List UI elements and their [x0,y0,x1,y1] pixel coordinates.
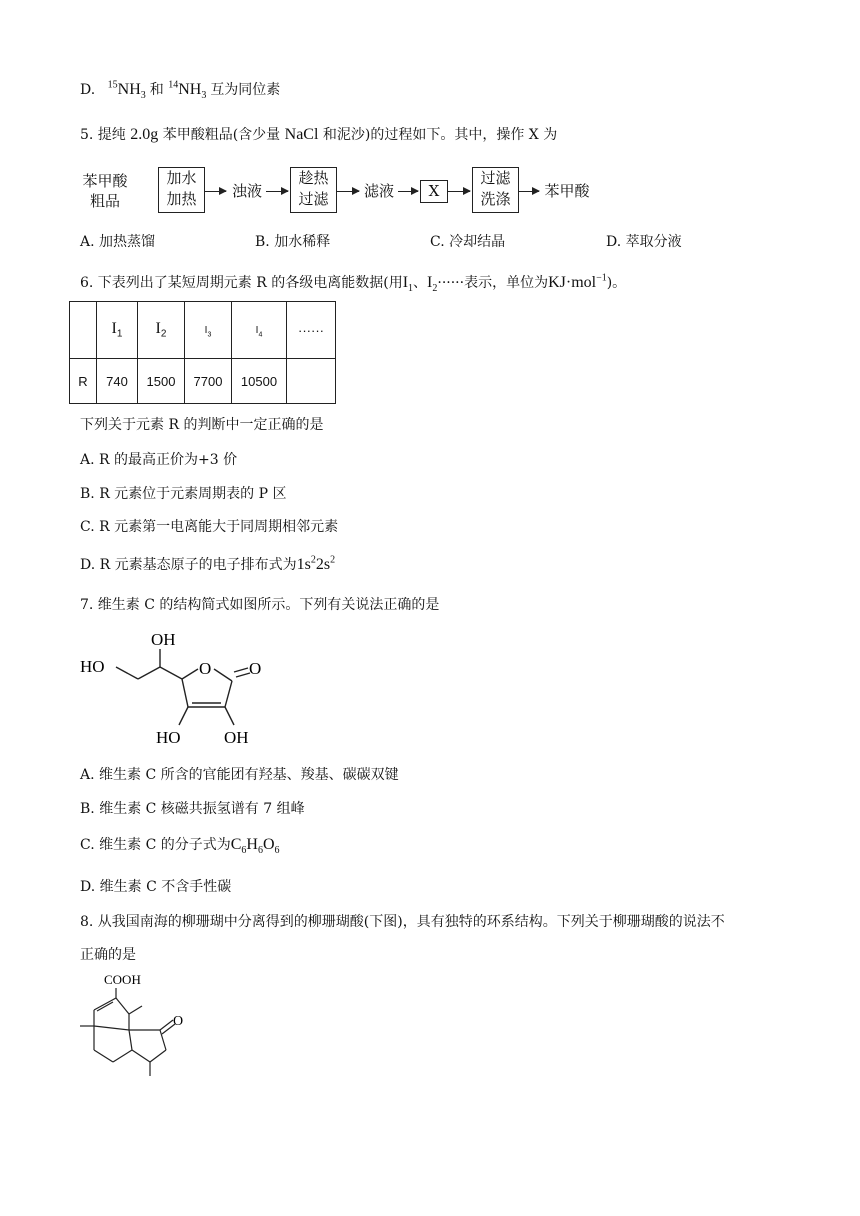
table-header-i3 [185,302,232,359]
flow-box-filter-wash-line1: 过滤 [480,169,511,187]
q7-option-a: A. 维生素 C 所含的官能团有羟基、羧基、碳碳双键 [80,767,399,783]
q7-option-c-pre: C. 维生素 C 的分子式为 [80,837,231,853]
flow-box-filter-wash [472,167,519,213]
vc-ho-left: HO [80,657,105,676]
table-cell-i4: 10500 [232,359,287,404]
table-header-i3-letter: I [204,325,208,337]
q5-stem-pre: 5. 提纯 [80,127,126,143]
q6-stem-i2 [427,274,438,295]
q4-option-d [80,79,280,101]
table-header-i2-sub: 2 [160,328,167,340]
q8-stem-line1: 8. 从我国南海的柳珊瑚中分离得到的柳珊瑚酸(下图)，具有独特的环系结构。下列关于柳珊瑚酸的说法不 [80,914,725,930]
q4-option-d-tail: 互为同位素 [210,82,281,98]
q5-stem-nacl: NaCl [284,126,319,143]
table-cell-element: R [70,359,97,404]
flow-end: 苯甲酸 [544,182,590,200]
q7-formula-c-sub: 6 [241,845,247,857]
q6-stem-sep: 、 [413,275,428,291]
q6-config-1s: 1s [296,556,311,573]
q7-formula-o: O [262,836,275,853]
flow-box-heat [158,167,205,213]
table-header-i1-letter: I [111,320,117,338]
q6-question: 下列关于元素 R 的判断中一定正确的是 [80,417,324,433]
q6-option-d [80,554,335,574]
vitamin-c-structure [76,625,276,750]
q7-molecular-formula [230,836,280,857]
q6-stem-i1-letter: I [402,274,409,291]
ga-ketone-o: O [173,1014,184,1029]
flow-start [76,171,134,211]
q6-stem-i2-letter: I [427,274,433,291]
q4-isotope-15: 15 [107,79,118,91]
q7-formula-c: C [230,836,242,853]
q6-option-d-pre: D. R 元素基态原子的电子排布式为 [80,557,297,573]
flow-box-filter-hot-line1: 趁热 [298,169,329,187]
q4-option-d-formula2 [168,79,210,102]
q6-stem-pre: 6. 下表列出了某短周期元素 R 的各级电离能数据(用 [80,275,403,291]
flow-box-heat-line2: 加热 [166,190,197,208]
table-row-r [70,359,336,404]
flow-start-line2: 粗品 [89,192,120,210]
vc-o-carbonyl: O [249,659,262,678]
q4-nh3-a: NH [117,81,141,98]
table-header-row [70,302,336,359]
q6-stem [80,272,626,294]
q6-stem-unit [548,274,607,291]
flow-box-filter-hot [290,167,337,213]
table-cell-i2: 1500 [138,359,185,404]
q6-config-2s-exp: 2 [330,554,336,566]
q5-stem-mid: 苯甲酸粗品(含少量 [162,127,281,143]
q6-stem-unit-exp: −1 [596,272,607,284]
q7-option-b: B. 维生素 C 核磁共振氢谱有 7 组峰 [80,801,305,817]
ga-cooh: COOH [104,972,141,987]
q6-stem-unit-text: KJ·mol [548,274,597,291]
q6-option-b: B. R 元素位于元素周期表的 P 区 [80,486,287,502]
q5-stem-post: 和泥沙)的过程如下。其中，操作 X 为 [322,127,558,143]
q6-stem-mid: 表示，单位为 [464,275,549,291]
q7-formula-h: H [246,836,258,853]
flow-box-heat-line1: 加水 [166,169,197,187]
q6-config-1s-exp: 2 [310,554,316,566]
table-header-i3-sub: 3 [207,331,212,339]
flow-arrow-4 [398,191,418,192]
vc-o-ring: O [199,659,212,678]
flow-start-line1: 苯甲酸 [82,172,128,190]
flow-box-x-label: X [428,182,440,200]
q7-stem: 7. 维生素 C 的结构简式如图所示。下列有关说法正确的是 [80,597,440,613]
table-header-i2 [138,302,185,359]
q5-option-c: C. 冷却结晶 [430,234,506,250]
flow-arrow-5 [448,191,470,192]
vc-oh-bottom: OH [224,728,249,747]
q7-option-c [80,834,280,856]
q6-option-d-config [297,556,335,573]
q4-isotope-14: 14 [168,79,179,91]
table-header-empty [70,302,97,359]
q4-option-d-formula [107,79,150,102]
q4-option-d-label: D. [80,82,96,98]
flow-arrow-1 [205,191,226,192]
q8-stem-line2: 正确的是 [80,947,136,963]
flow-mid-filtrate: 滤液 [363,182,394,200]
q7-option-d: D. 维生素 C 不含手性碳 [80,879,232,895]
q6-stem-end: )。 [606,275,627,291]
q6-stem-i1 [402,274,414,295]
table-header-i4 [232,302,287,359]
q6-stem-i2-sub: 2 [432,283,438,295]
table-cell-more [287,359,336,404]
q4-nh3-b: NH [178,81,202,98]
table-cell-i1: 740 [97,359,138,404]
q6-stem-dots: ······ [437,275,465,291]
q6-config-2s: 2s [315,556,331,573]
q6-option-c: C. R 元素第一电离能大于同周期相邻元素 [80,519,339,535]
flow-arrow-2 [266,191,288,192]
table-header-i2-letter: I [155,320,161,338]
table-cell-i3: 7700 [185,359,232,404]
q5-stem-mass: 2.0g [130,126,159,143]
flow-arrow-3 [337,191,359,192]
ionization-energy-table [69,301,336,404]
flow-box-filter-wash-line2: 洗涤 [480,190,511,208]
q4-sub-3b: 3 [201,90,207,102]
q6-stem-i1-sub: 1 [408,283,414,295]
q6-option-a: A. R 的最高正价为+3 价 [80,452,238,468]
q5-option-d: D. 萃取分液 [606,234,682,250]
q5-stem [80,124,557,144]
table-header-i4-letter: I [255,325,259,337]
q4-sub-3a: 3 [140,90,146,102]
q5-option-a: A. 加热蒸馏 [80,234,156,250]
gorgonian-acid-structure [76,968,206,1083]
flow-box-filter-hot-line2: 过滤 [298,190,329,208]
q7-formula-h-sub: 6 [257,845,263,857]
table-header-i1 [97,302,138,359]
vc-ho-bottom: HO [156,728,181,747]
table-header-i4-sub: 4 [258,331,263,339]
q7-formula-o-sub: 6 [274,845,280,857]
q5-option-b: B. 加水稀释 [255,234,331,250]
table-header-more: ······ [287,302,336,359]
table-header-i1-sub: 1 [116,328,123,340]
flow-arrow-6 [519,191,539,192]
flow-box-x [420,180,448,203]
flow-mid-turbid: 浊液 [231,182,262,200]
q4-and: 和 [149,82,164,98]
vc-oh-top: OH [151,630,176,649]
